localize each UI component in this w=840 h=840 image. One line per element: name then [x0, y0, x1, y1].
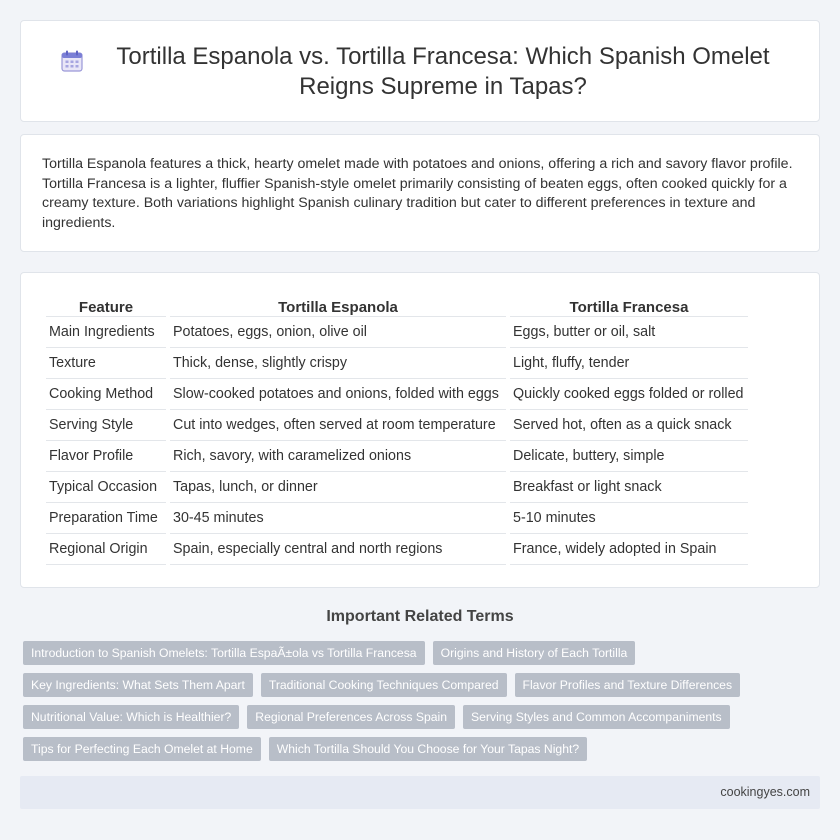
table-cell-espanola: Rich, savory, with caramelized onions: [170, 441, 506, 472]
table-row: [46, 379, 748, 410]
table-cell-feature: Main Ingredients: [46, 317, 166, 348]
calendar-icon: [59, 48, 85, 74]
related-terms-list: [23, 641, 823, 769]
table-cell-francesa: Light, fluffy, tender: [510, 348, 748, 379]
table-row: [46, 441, 748, 472]
comparison-table: [42, 295, 752, 565]
table-cell-francesa: 5-10 minutes: [510, 503, 748, 534]
tag-row: [23, 705, 823, 737]
related-terms-heading: Important Related Terms: [326, 608, 514, 625]
table-cell-francesa: Quickly cooked eggs folded or rolled: [510, 379, 748, 410]
related-term-tag[interactable]: Origins and History of Each Tortilla: [433, 641, 636, 665]
table-cell-espanola: Thick, dense, slightly crispy: [170, 348, 506, 379]
tag-row: [23, 737, 823, 769]
table-cell-feature: Preparation Time: [46, 503, 166, 534]
related-term-tag[interactable]: Flavor Profiles and Texture Differences: [515, 673, 741, 697]
table-cell-francesa: France, widely adopted in Spain: [510, 534, 748, 565]
related-term-tag[interactable]: Regional Preferences Across Spain: [247, 705, 455, 729]
table-row: [46, 503, 748, 534]
table-cell-feature: Regional Origin: [46, 534, 166, 565]
table-cell-espanola: Potatoes, eggs, onion, olive oil: [170, 317, 506, 348]
table-cell-espanola: Slow-cooked potatoes and onions, folded with eggs: [170, 379, 506, 410]
table-cell-francesa: Delicate, buttery, simple: [510, 441, 748, 472]
table-cell-espanola: Cut into wedges, often served at room temperature: [170, 410, 506, 441]
column-header-feature: Feature: [46, 295, 166, 317]
table-cell-espanola: Tapas, lunch, or dinner: [170, 472, 506, 503]
tag-row: [23, 641, 823, 673]
related-term-tag[interactable]: Nutritional Value: Which is Healthier?: [23, 705, 239, 729]
related-term-tag[interactable]: Tips for Perfecting Each Omelet at Home: [23, 737, 261, 761]
table-row: [46, 410, 748, 441]
related-term-tag[interactable]: Serving Styles and Common Accompaniments: [463, 705, 730, 729]
table-row: [46, 317, 748, 348]
table-cell-espanola: Spain, especially central and north regions: [170, 534, 506, 565]
table-cell-francesa: Served hot, often as a quick snack: [510, 410, 748, 441]
column-header-espanola: Tortilla Espanola: [170, 295, 506, 317]
tag-row: [23, 673, 823, 705]
table-row: [46, 472, 748, 503]
header-card: [20, 20, 820, 122]
related-term-tag[interactable]: Key Ingredients: What Sets Them Apart: [23, 673, 253, 697]
table-cell-feature: Typical Occasion: [46, 472, 166, 503]
related-term-tag[interactable]: Which Tortilla Should You Choose for Your Tapas Night?: [269, 737, 587, 761]
table-cell-francesa: Breakfast or light snack: [510, 472, 748, 503]
related-term-tag[interactable]: Introduction to Spanish Omelets: Tortilla EspaÃ±ola vs Tortilla Francesa: [23, 641, 425, 665]
comparison-card: [20, 272, 820, 588]
table-row: [46, 534, 748, 565]
related-term-tag[interactable]: Traditional Cooking Techniques Compared: [261, 673, 507, 697]
table-cell-feature: Serving Style: [46, 410, 166, 441]
table-cell-espanola: 30-45 minutes: [170, 503, 506, 534]
table-header-row: [46, 295, 748, 317]
title-wrap: [21, 21, 821, 123]
page-title: Tortilla Espanola vs. Tortilla Francesa: Which Spanish Omelet Reigns Supreme in Tapas?: [116, 43, 770, 100]
table-cell-feature: Texture: [46, 348, 166, 379]
footer-site-name[interactable]: cookingyes.com: [720, 785, 810, 799]
intro-paragraph: Tortilla Espanola features a thick, hearty omelet made with potatoes and onions, offering a rich and savory flavor profile. Tortilla Francesa is a lighter, fluffier Spanish-style omelet primarily consisting of beaten eggs, often cooked quickly for a creamy texture. Both variations highlight Spanish culinary tradition but cater to different preferences in texture and ingredients.: [42, 156, 793, 231]
column-header-francesa: Tortilla Francesa: [510, 295, 748, 317]
intro-card: [20, 134, 820, 252]
footer-bar: [20, 776, 820, 809]
table-row: [46, 348, 748, 379]
table-cell-feature: Cooking Method: [46, 379, 166, 410]
table-cell-feature: Flavor Profile: [46, 441, 166, 472]
table-cell-francesa: Eggs, butter or oil, salt: [510, 317, 748, 348]
